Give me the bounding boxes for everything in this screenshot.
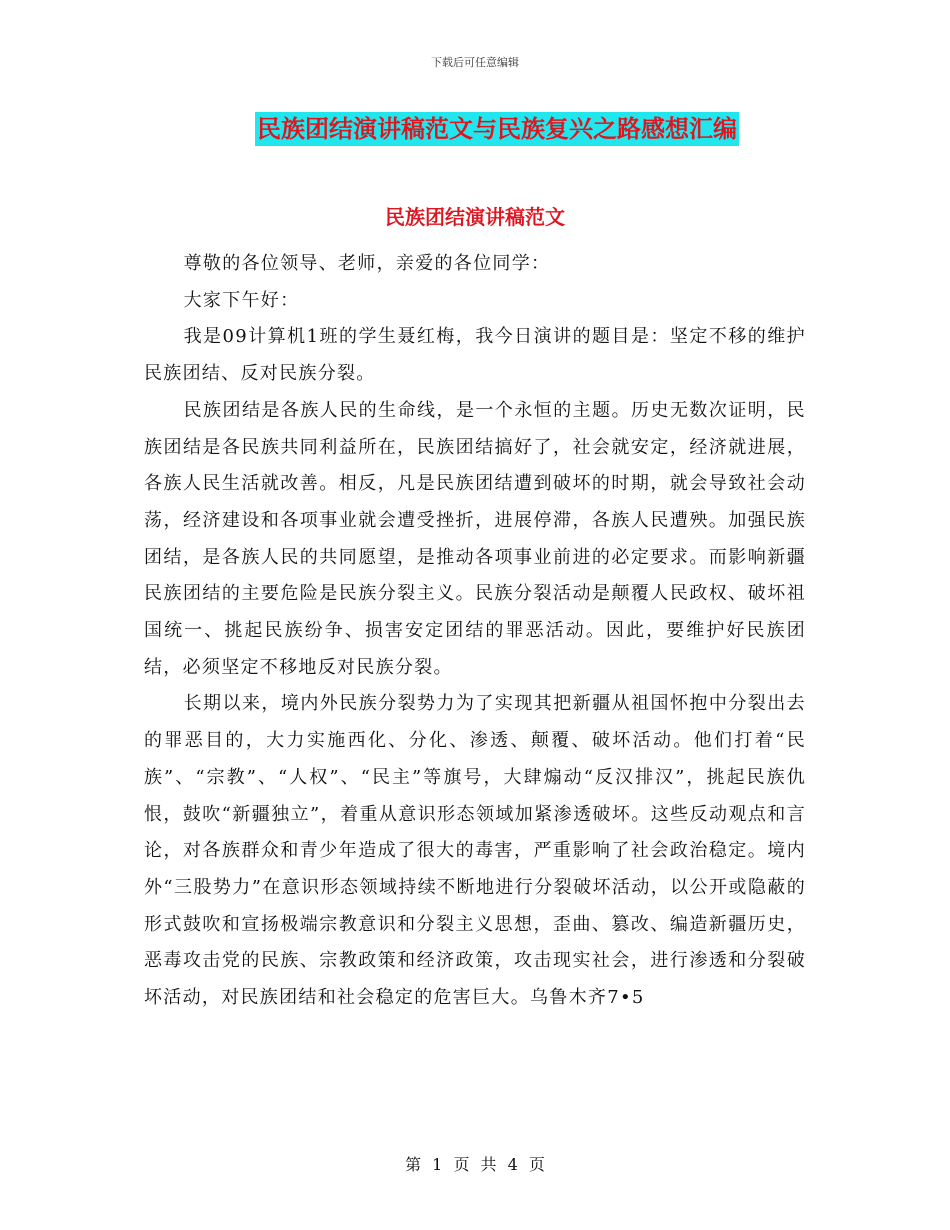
greeting: 大家下午好：: [183, 289, 300, 311]
document-body: [144, 246, 806, 1017]
document-title: 民族团结演讲稿范文与民族复兴之路感想汇编: [255, 112, 739, 146]
header-note: 下载后可任意编辑: [431, 56, 519, 69]
salutation: 尊敬的各位领导、老师，亲爱的各位同学：: [183, 253, 551, 274]
paragraph-separatism: 长期以来，境内外民族分裂势力为了实现其把新疆从祖国怀抱中分裂出去的罪恶目的，大力实施西化、分化、渗透、颠覆、破坏活动。他们打着“民族”、“宗教”、“人权”、“民主”等旗号，大肆煽动“反汉排汉”，挑起民族仇恨，鼓吹“新疆独立”，着重从意识形态领域加紧渗透破坏。这些反动观点和言论，对各族群众和青少年造成了很大的毒害，严重影响了社会政治稳定。境内外“三股势力”在意识形态领域持续不断地进行分裂破坏活动，以公开或隐蔽的形式鼓吹和宣扬极端宗教意识和分裂主义思想，歪曲、篡改、编造新疆历史，恶毒攻击党的民族、宗教政策和经济政策，攻击现实社会，进行渗透和分裂破坏活动，对民族团结和社会稳定的危害巨大。乌鲁木齐7•5: [144, 693, 806, 1009]
paragraph-introduction: 我是09计算机1班的学生聂红梅，我今日演讲的题目是：坚定不移的维护民族团结、反对民族分裂。: [144, 326, 806, 385]
section-title: 民族团结演讲稿范文: [385, 205, 565, 229]
paragraph-unity: 民族团结是各族人民的生命线，是一个永恒的主题。历史无数次证明，民族团结是各民族共同利益所在，民族团结搞好了，社会就安定，经济就进展，各族人民生活就改善。相反，凡是民族团结遭到破坏的时期，就会导致社会动荡，经济建设和各项事业就会遭受挫折，进展停滞，各族人民遭殃。加强民族团结，是各族人民的共同愿望，是推动各项事业前进的必定要求。而影响新疆民族团结的主要危险是民族分裂主义。民族分裂活动是颠覆人民政权、破坏祖国统一、挑起民族纷争、损害安定团结的罪恶活动。因此，要维护好民族团结，必须坚定不移地反对民族分裂。: [144, 399, 806, 678]
page-footer: 第 1 页 共 4 页: [405, 1155, 545, 1174]
document-title-container: [0, 112, 950, 146]
